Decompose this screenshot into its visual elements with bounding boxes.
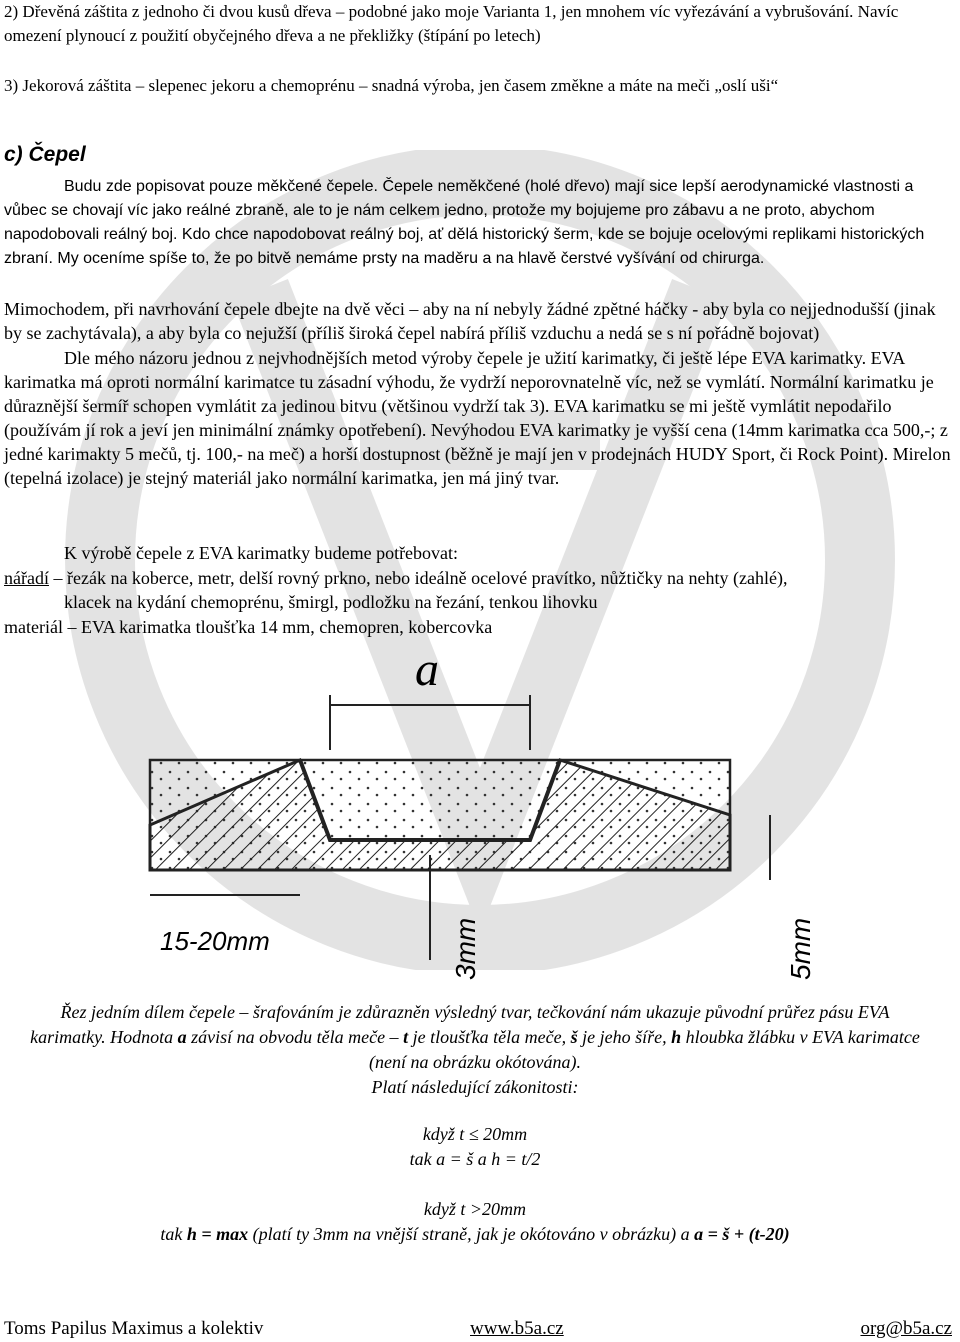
formula-result-2: tak h = max (platí ty 3mm na vnější straně, jak je okótováno v obrázku) a a = š + (t-20) bbox=[160, 1224, 790, 1244]
paragraph-jekor-guard: 3) Jekorová záštita – slepenec jekoru a chemoprénu – snadná výroba, jen časem změkne a máte na meči „oslí uši“ bbox=[4, 76, 779, 95]
footer-author: Toms Papilus Maximus a kolektiv bbox=[4, 1318, 264, 1339]
dimension-depth-label: 3mm bbox=[450, 917, 481, 980]
paragraph-blade-intro bbox=[4, 175, 954, 271]
tools-text-2: klacek na kydání chemoprénu, šmirgl, podložku na řezání, tenkou lihovku bbox=[64, 592, 598, 612]
diagram-caption bbox=[0, 1000, 950, 1100]
footer-email-link[interactable]: org@b5a.cz bbox=[860, 1318, 952, 1339]
paragraph-mimochodem: Mimochodem, při navrhování čepele dbejte na dvě věci – aby na ní nebyly žádné zpětné háčky - aby byla co nejjednodušší (jinak by se zachytávala), a aby byla co nejužší (příliš široká čepel nabírá příliš vzduchu a nedá se s ní pořádně bojovat) bbox=[4, 299, 936, 343]
section-heading-blade: c) Čepel bbox=[4, 143, 86, 166]
material-line: materiál – EVA karimatka tloušťka 14 mm, chemopren, kobercovka bbox=[4, 616, 493, 637]
caption-text: Řez jedním dílem čepele – šrafováním je zdůrazněn výsledný tvar, tečkování nám ukazuje původní průřez pásu EVA karimatky. Hodnota a závisí na obvodu těla meče – t je tloušťka těla meče, š je jeho šíře, h hloubka žlábku v EVA karimatce (není na obrázku okótována). bbox=[30, 1002, 920, 1072]
materials-list bbox=[4, 541, 954, 639]
dimension-edge-label: 5mm bbox=[785, 917, 816, 980]
formula-result-1: tak a = š a h = t/2 bbox=[409, 1149, 541, 1169]
blade-cross-section-diagram bbox=[130, 640, 830, 990]
tools-label: nářadí bbox=[4, 567, 49, 588]
paragraph-wood-guard: 2) Dřevěná záštita z jednoho či dvou kusů dřeva – podobné jako moje Varianta 1, jen mnohem víc vyřezávání a vybrušování. Navíc omezení plynoucí z použití obyčejného dřeva a ne překližky (štípání po letech) bbox=[4, 2, 899, 45]
materials-title-text: K výrobě čepele z EVA karimatky budeme potřebovat: bbox=[64, 543, 459, 563]
materials-title bbox=[4, 541, 954, 566]
blade-intro-text: Budu zde popisovat pouze měkčené čepele. Čepele neměkčené (holé dřevo) mají sice lepší aerodynamické vlastnosti a vůbec se chovají víc jako reálné zbraně, ale to je nám celkem jedno, protože my bojujeme pro zábavu a ne proto, abychom napodobovali reálný boj. Kdo chce napodobovat reálný boj, ať dělá historický šerm, kde se bojuje ocelovými replikami historických zbraní. My oceníme spíše to, že po bitvě nemáme prsty na maděru a na hlavě čerstvé vyšívání od chirurga. bbox=[4, 178, 925, 267]
eva-method-text: Dle mého názoru jednou z nejvhodnějších metod výroby čepele je užití karimatky, či ještě lépe EVA karimatky. EVA karimatka má oproti normální karimatce tu zásadní výhodu, že vydrží neporovnatelně víc, než se vymlátí. Normální karimatku je důraznější šermíř schopen vymlátit za jedinou bitvu (většinou vydrží tak 3). EVA karimatku se mi ještě vymlátit nepodařilo (používám jí rok a jeví jen minimální známky opotřebení). Nevýhodou EVA karimatky je vyšší cena (14mm karimatka cca 500,-; z jedné karimakty 5 mečů, tj. 100,- na meč) a horší dostupnost (běžně je mají jen v prodejnách HUDY Sport, či Rock Point). Mirelon (tepelná izolace) je stejný materiál jako normální karimatka, jen má jiný tvar. bbox=[4, 348, 951, 488]
formula-condition-2: když t >20mm bbox=[423, 1199, 527, 1219]
dimension-width-label: 15-20mm bbox=[160, 926, 270, 956]
tools-line bbox=[4, 566, 954, 591]
caption-rules-intro: Platí následující zákonitosti: bbox=[371, 1077, 579, 1097]
formula-condition-1: když t ≤ 20mm bbox=[422, 1124, 528, 1144]
footer-website-link[interactable]: www.b5a.cz bbox=[470, 1318, 564, 1339]
tools-line-2 bbox=[4, 590, 954, 615]
paragraph-eva-method bbox=[4, 346, 954, 490]
tools-text: – řezák na koberce, metr, delší rovný prkno, nebo ideálně ocelové pravítko, nůžtičky na nehty (zahlé), bbox=[48, 567, 788, 588]
formula-block bbox=[0, 1122, 950, 1247]
dimension-a-label: a bbox=[415, 643, 439, 696]
